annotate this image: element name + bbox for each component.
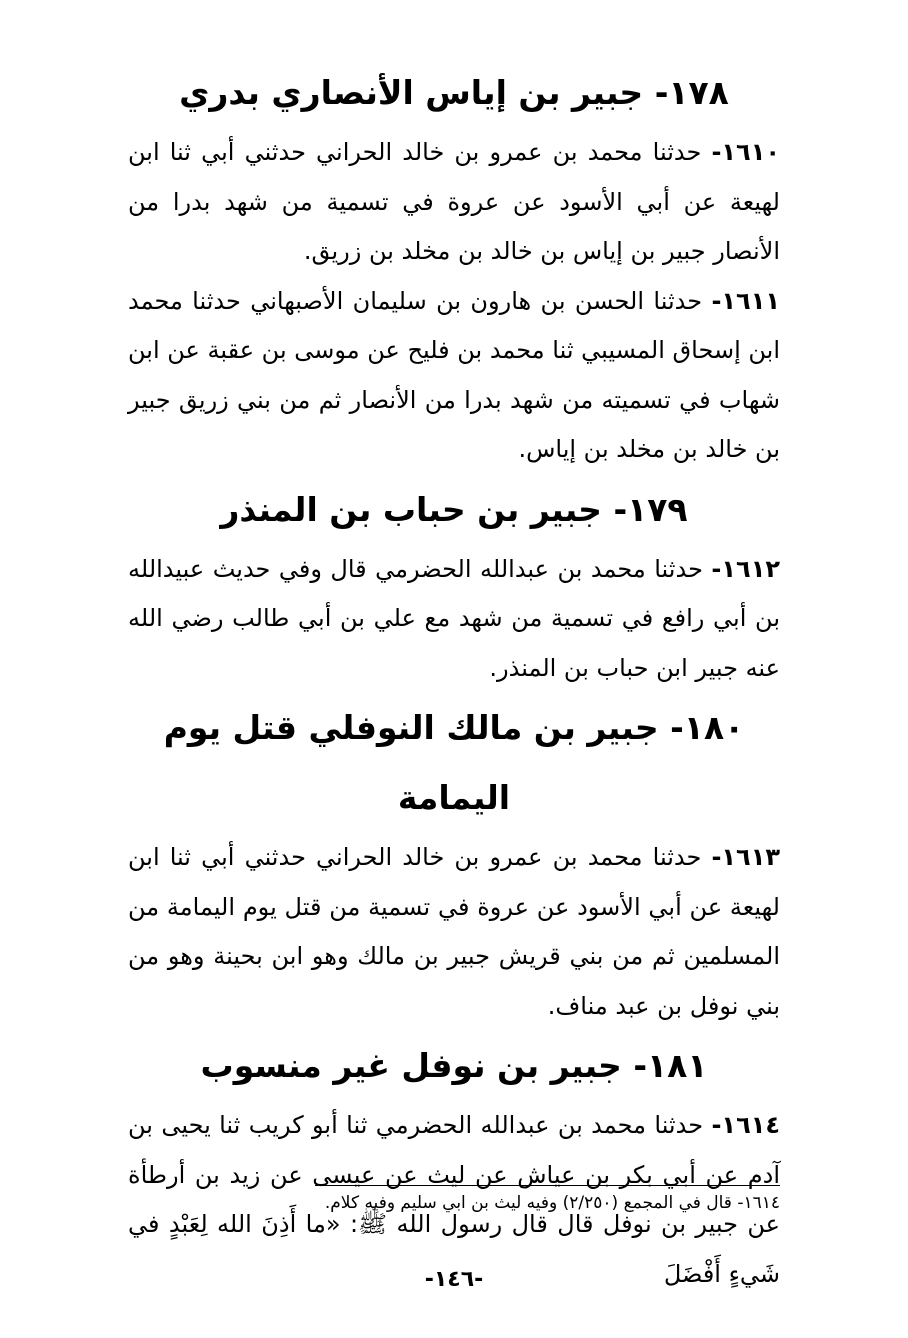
- hadith-entry: [128, 545, 780, 694]
- section-heading: ١٨٠- جبير بن مالك النوفلي قتل يوم اليمامة: [163, 708, 745, 817]
- entry-text: حدثنا الحسن بن هارون بن سليمان الأصبهاني حدثنا محمد ابن إسحاق المسيبي ثنا محمد بن فليح عن موسى بن عقبة عن ابن شهاب في تسميته من شهد بدرا من الأنصار ثم من بني زريق جبير بن خالد بن مخلد بن إياس.: [128, 286, 780, 463]
- section-heading: ١٧٩- جبير بن حباب بن المنذر: [220, 489, 688, 529]
- section-180: [128, 693, 780, 1031]
- hadith-entry: [128, 833, 780, 1031]
- page-number: -١٤٦-: [424, 1267, 484, 1292]
- hadith-entry: [128, 128, 780, 277]
- section-heading: ١٨١- جبير بن نوفل غير منسوب: [200, 1046, 708, 1085]
- entry-text: حدثنا محمد بن عمرو بن خالد الحراني حدثني أبي ثنا ابن لهيعة عن أبي الأسود عن عروة في تسمية من شهد بدرا من الأنصار جبير بن إياس بن خالد بن مخلد بن زريق.: [128, 138, 780, 265]
- entry-number: ١٦١٣-: [711, 843, 780, 871]
- hadith-entry: [128, 277, 780, 475]
- entry-number: ١٦١٤-: [711, 1111, 781, 1139]
- section-178: [128, 58, 780, 475]
- section-179: [128, 475, 780, 694]
- entry-text: حدثنا محمد بن عبدالله الحضرمي ثنا أبو كريب ثنا يحيى بن آدم عن أبي بكر بن عياش عن ليث عن عيسى عن زيد بن أرطأة عن جبير بن نوفل قال قال رسول الله ﷺ: «ما أَذِنَ الله لِعَبْدٍ في شَيءٍ أَفْضَلَ: [128, 1111, 780, 1288]
- footnote-divider: [315, 1185, 780, 1186]
- section-181: [128, 1031, 780, 1299]
- section-heading: ١٧٨- جبير بن إياس الأنصاري بدري: [179, 73, 729, 112]
- entry-text: حدثنا محمد بن عبدالله الحضرمي قال وفي حديث عبيدالله بن أبي رافع في تسمية من شهد مع علي بن أبي طالب رضي الله عنه جبير ابن حباب بن المنذر.: [128, 554, 780, 682]
- entry-text: حدثنا محمد بن عمرو بن خالد الحراني حدثني أبي ثنا ابن لهيعة عن أبي الأسود عن عروة في تسمية من قتل يوم اليمامة من المسلمين ثم من بني قريش جبير بن مالك وهو ابن بحينة وهو من بني نوفل بن عبد مناف.: [128, 843, 780, 1020]
- entry-number: ١٦١٠-: [711, 138, 780, 166]
- footnote: ١٦١٤- قال في المجمع (٢/٢٥٠) وفيه ليث بن ابي سليم وفيه كلام.: [324, 1193, 780, 1213]
- entry-number: ١٦١٢-: [711, 554, 780, 583]
- entry-number: ١٦١١-: [711, 286, 780, 315]
